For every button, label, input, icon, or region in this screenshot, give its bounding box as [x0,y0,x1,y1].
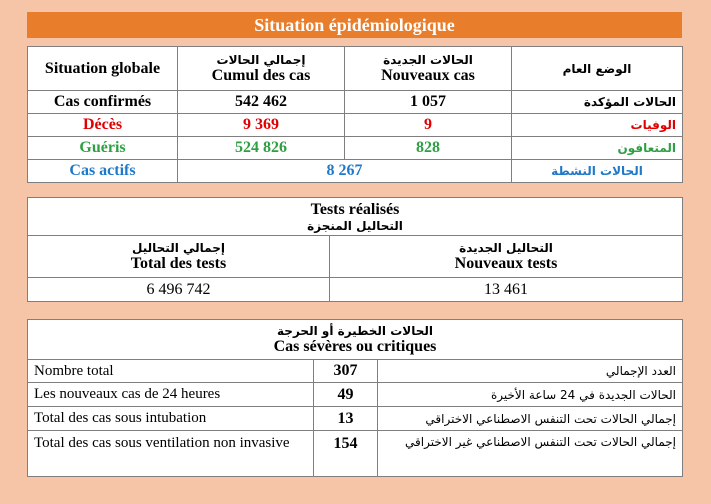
tests-title [28,198,683,236]
severe-value-total: 307 [314,360,378,383]
confirmes-nouveaux: 1 057 [345,91,512,114]
new-tests-value: 13 461 [330,278,683,302]
row-label-gueris: Guéris [28,137,178,160]
nouveaux-header [345,47,512,91]
situation-global-label: Situation globale [28,47,178,91]
table-row [28,137,683,160]
table-row [28,383,683,407]
new-tests-header [330,236,683,278]
table-row [28,278,683,302]
situation-panel [27,46,682,183]
situation-table [27,46,683,183]
deces-nouveaux: 9 [345,114,512,137]
severe-value-ventilation: 154 [314,431,378,477]
gueris-nouveaux: 828 [345,137,512,160]
new-tests-fr: Nouveaux tests [454,254,558,272]
actifs-value: 8 267 [178,160,512,183]
table-row [28,160,683,183]
table-row [28,114,683,137]
cumul-header [178,47,345,91]
page-title: Situation épidémiologique [27,12,682,38]
table-row [28,431,683,477]
severe-label-ventilation: Total des cas sous ventilation non invasive [28,431,314,477]
severe-label-total-ar: العدد الإجمالي [378,360,683,383]
cumul-header-fr: Cumul des cas [211,66,311,84]
total-tests-fr: Total des tests [130,254,227,272]
row-label-deces-ar: الوفيات [512,114,683,137]
total-tests-header [28,236,330,278]
table-row [28,407,683,431]
cumul-header-ar: إجمالي الحالات [216,52,306,67]
deces-cumul: 9 369 [178,114,345,137]
tests-title-fr: Tests réalisés [310,200,400,218]
severe-label-24h-ar: الحالات الجديدة في 24 ساعة الأخيرة [378,383,683,407]
severe-label-24h: Les nouveaux cas de 24 heures [28,383,314,407]
row-label-actifs-ar: الحالات النشطة [512,160,683,183]
table-row [28,91,683,114]
global-header-ar: الوضع العام [512,47,683,91]
tests-panel [27,197,682,302]
confirmes-cumul: 542 462 [178,91,345,114]
table-row [28,360,683,383]
severe-value-24h: 49 [314,383,378,407]
row-label-actifs: Cas actifs [28,160,178,183]
new-tests-ar: التحاليل الجديدة [459,240,553,255]
nouveaux-header-ar: الحالات الجديدة [383,52,473,67]
severe-title-ar: الحالات الخطيرة أو الحرجة [277,323,433,338]
gueris-cumul: 524 826 [178,137,345,160]
tests-title-ar: التحاليل المنجزة [307,218,403,233]
row-label-confirmes-ar: الحالات المؤكدة [512,91,683,114]
row-label-deces: Décès [28,114,178,137]
severe-title [28,320,683,360]
tests-table [27,197,683,302]
row-label-gueris-ar: المتعافون [512,137,683,160]
total-tests-value: 6 496 742 [28,278,330,302]
row-label-confirmes: Cas confirmés [28,91,178,114]
severe-label-total: Nombre total [28,360,314,383]
severe-label-intubation-ar: إجمالي الحالات تحت التنفس الاصطناعي الاختراقي [378,407,683,431]
severe-table [27,319,683,477]
severe-value-intubation: 13 [314,407,378,431]
severe-label-intubation: Total des cas sous intubation [28,407,314,431]
severe-title-fr: Cas sévères ou critiques [273,337,437,355]
total-tests-ar: إجمالي التحاليل [132,240,225,255]
severe-label-ventilation-ar: إجمالي الحالات تحت التنفس الاصطناعي غير الاختراقي [378,431,683,477]
severe-panel [27,319,682,477]
nouveaux-header-fr: Nouveaux cas [381,66,475,84]
